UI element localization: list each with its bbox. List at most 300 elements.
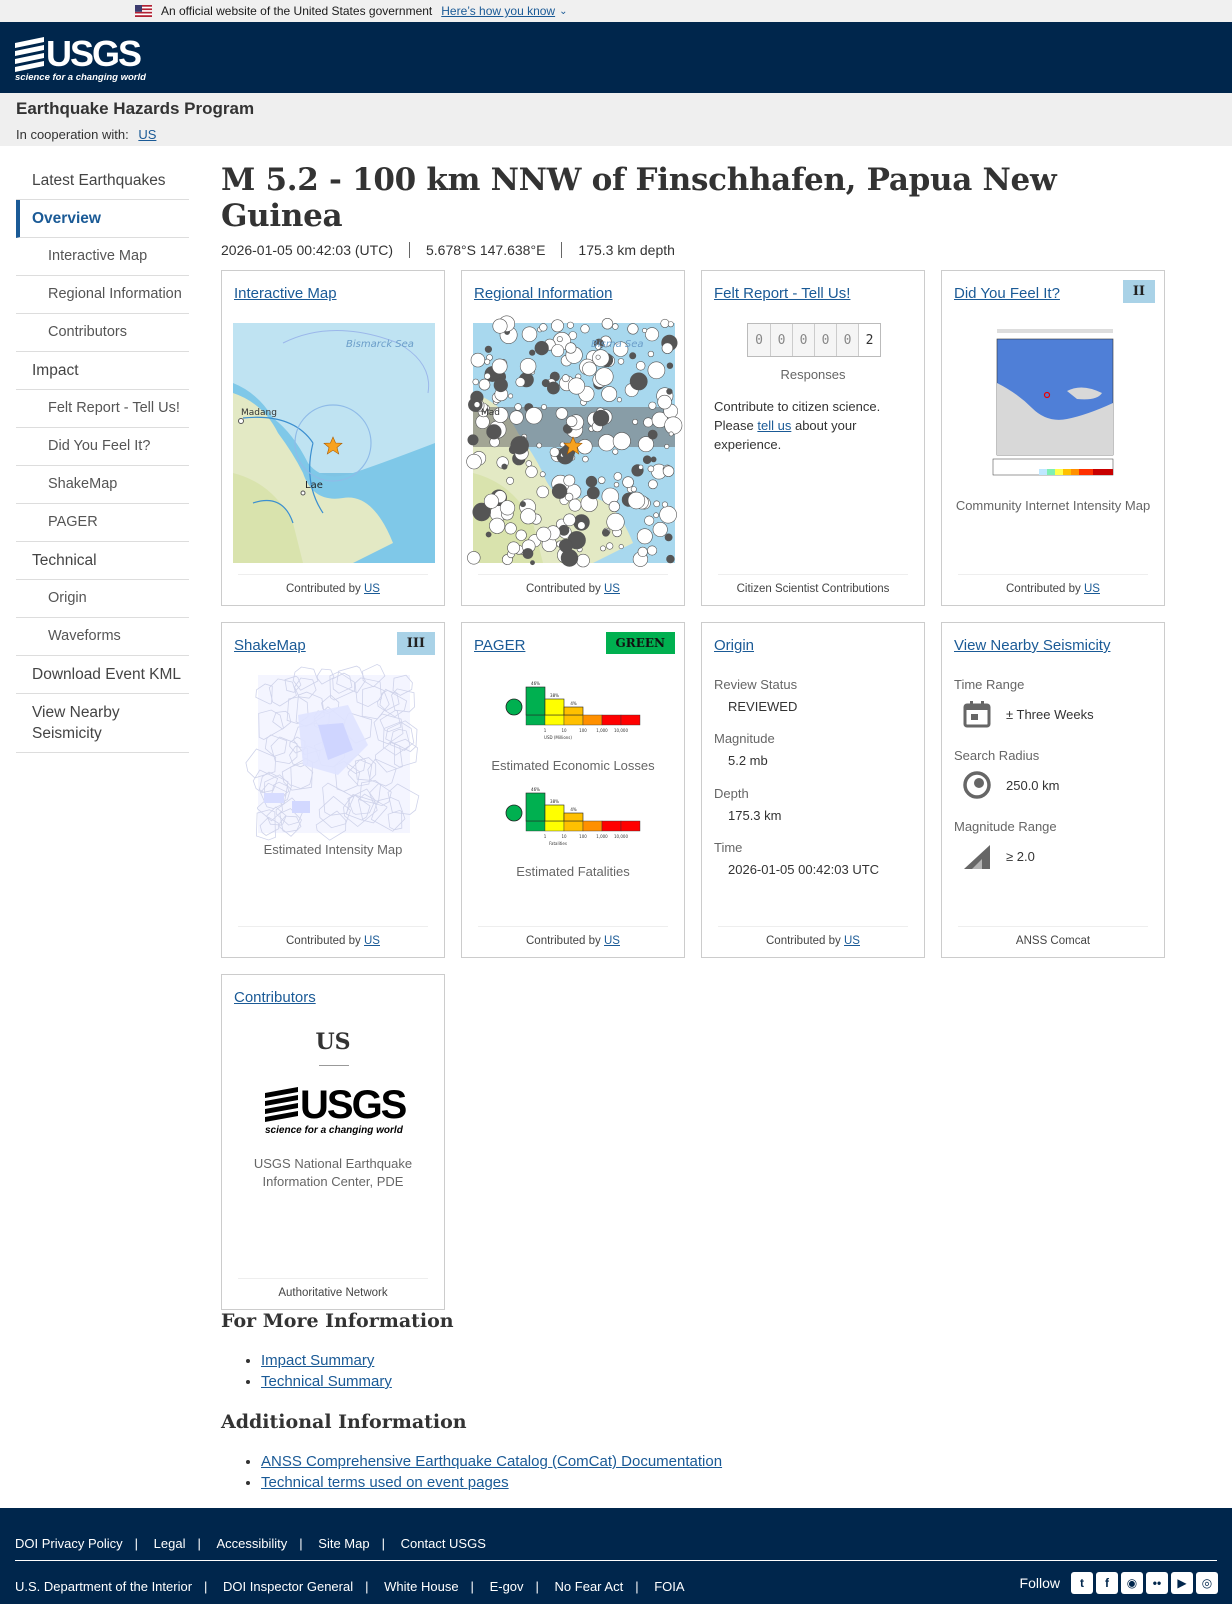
- seismicity-circle: [638, 547, 648, 557]
- seismicity-circle: [583, 456, 589, 462]
- counter-digit: 2: [858, 324, 880, 356]
- contributed-by-label: Contributed by: [1006, 583, 1081, 595]
- seismicity-circle: [566, 343, 577, 354]
- pager-unit-label: USD (Millions): [544, 735, 572, 740]
- page-title: M 5.2 - 100 km NNW of Finschhafen, Papua New Guinea: [221, 162, 1057, 234]
- event-depth: 175.3 km depth: [561, 242, 691, 258]
- sidebar-item-waveforms[interactable]: Waveforms: [16, 618, 189, 656]
- sidebar-item-latest-earthquakes[interactable]: Latest Earthquakes: [16, 162, 189, 200]
- seismicity-circle: [618, 359, 624, 365]
- cooperation-line: [16, 127, 1216, 142]
- felt-report-link[interactable]: Felt Report - Tell Us!: [714, 285, 851, 302]
- seismicity-circle: [593, 410, 609, 426]
- seismicity-circle: [648, 362, 665, 379]
- pager-tick-label: 1: [543, 834, 547, 839]
- contributor-link[interactable]: US: [1084, 583, 1100, 595]
- sidebar-item-regional-information[interactable]: Regional Information: [16, 276, 189, 314]
- more-info-list: [261, 1350, 1181, 1392]
- pager-bar: [545, 699, 564, 715]
- seismicity-circle: [633, 419, 638, 424]
- contributed-by-label: Contributed by: [526, 583, 601, 595]
- pager-scale-segment: [564, 821, 583, 831]
- card-footer: [718, 926, 908, 947]
- map-label-madang: Madang: [241, 408, 277, 418]
- shakemap-intensity-badge: III: [397, 632, 435, 655]
- seismicity-circle: [522, 327, 537, 342]
- card-pager[interactable]: [461, 622, 685, 958]
- seismicity-circle: [613, 449, 618, 454]
- pager-scale-segment: [526, 821, 545, 831]
- pager-tick-label: 100: [579, 728, 587, 733]
- footer-link-white-house[interactable]: White House: [384, 1579, 459, 1594]
- additional-info-list: [261, 1451, 1181, 1493]
- sidebar-nav: [16, 162, 189, 753]
- seismicity-circle: [660, 506, 677, 523]
- seismicity-circle: [667, 363, 673, 369]
- seismicity-circle: [484, 494, 498, 508]
- sidebar-item-shakemap[interactable]: ShakeMap: [16, 466, 189, 504]
- program-title: Earthquake Hazards Program: [16, 99, 255, 118]
- logo-wordmark: USGS: [46, 32, 141, 74]
- sidebar-item-origin[interactable]: Origin: [16, 580, 189, 618]
- footer-link-egov[interactable]: E-gov: [489, 1579, 524, 1594]
- social-follow: [1020, 1572, 1218, 1594]
- chevron-down-icon[interactable]: ⌄: [559, 5, 568, 17]
- seismicity-circle: [598, 434, 615, 451]
- program-bar: [0, 93, 1232, 146]
- seismicity-circle: [559, 539, 572, 552]
- sidebar-item-nearby-seismicity[interactable]: View Nearby Seismicity: [16, 694, 189, 753]
- seismicity-circle: [617, 398, 621, 402]
- seismicity-circle: [526, 466, 538, 478]
- footer-link-inspector-general[interactable]: DOI Inspector General: [223, 1579, 354, 1594]
- time-range-row: [962, 699, 1094, 729]
- impact-summary-link[interactable]: Impact Summary: [261, 1352, 375, 1369]
- seismicity-circle: [541, 404, 546, 409]
- footer-link-privacy[interactable]: DOI Privacy Policy: [15, 1536, 123, 1551]
- map-label-lae: Lae: [305, 480, 323, 491]
- pager-bar-label: 46%: [531, 681, 540, 686]
- pager-scale-segment: [564, 715, 583, 725]
- seismicity-circle: [614, 482, 619, 487]
- seismicity-circle: [492, 359, 507, 374]
- seismicity-circle: [537, 443, 542, 448]
- seismicity-circle: [516, 378, 525, 387]
- pager-scale-segment: [621, 821, 640, 831]
- seismicity-circle: [508, 542, 520, 554]
- pager-scale-segment: [583, 821, 602, 831]
- pager-alert-badge: GREEN: [606, 632, 675, 654]
- seismicity-circle: [516, 530, 527, 541]
- seismicity-circle: [521, 509, 536, 524]
- pager-bar-label: 4%: [570, 701, 577, 706]
- card-regional-information[interactable]: [461, 270, 685, 606]
- depth-value: 175.3 km: [728, 808, 782, 823]
- magnitude-wedge-icon: [962, 841, 992, 871]
- seismicity-circle: [609, 501, 620, 512]
- seismicity-circle: [494, 378, 508, 392]
- pager-link[interactable]: PAGER: [474, 637, 526, 654]
- seismicity-circle: [653, 522, 667, 536]
- youtube-icon[interactable]: ▶: [1171, 1572, 1193, 1594]
- seismicity-circle: [645, 516, 654, 525]
- time-range-value: ± Three Weeks: [1006, 706, 1094, 722]
- seismicity-circle: [486, 532, 491, 537]
- seismicity-circle: [619, 544, 623, 548]
- magnitude-range-row: [962, 841, 1035, 871]
- card-footer: [478, 926, 668, 947]
- contributor-name: USGS National Earthquake Information Center, PDE: [253, 1156, 413, 1189]
- seismicity-circle: [628, 492, 645, 509]
- pager-bar: [564, 707, 583, 715]
- search-radius-row: [962, 770, 1059, 800]
- seismicity-circle: [479, 379, 490, 390]
- contributor-link[interactable]: US: [604, 583, 620, 595]
- comcat-docs-link[interactable]: ANSS Comprehensive Earthquake Catalog (ComCat) Documentation: [261, 1453, 723, 1470]
- seismicity-circle: [665, 417, 682, 434]
- seismicity-circle: [487, 425, 502, 440]
- sidebar-item-overview[interactable]: Overview: [16, 200, 189, 238]
- sidebar-item-download-kml[interactable]: Download Event KML: [16, 656, 189, 694]
- seismicity-circle: [577, 554, 590, 567]
- card-dyfi[interactable]: [941, 270, 1165, 606]
- coop-link[interactable]: US: [138, 127, 157, 142]
- seismicity-circle: [628, 324, 639, 335]
- seismicity-circle: [564, 514, 576, 526]
- regional-information-link[interactable]: Regional Information: [474, 285, 613, 302]
- facebook-icon[interactable]: f: [1096, 1572, 1118, 1594]
- seismicity-circle: [564, 475, 575, 486]
- usgs-logo-dark: [264, 1083, 404, 1135]
- review-status-value: REVIEWED: [728, 699, 798, 714]
- search-radius-value: 250.0 km: [1006, 777, 1060, 793]
- seismicity-circle: [595, 368, 613, 386]
- seismicity-circle: [485, 359, 490, 364]
- seismicity-circle: [510, 411, 524, 425]
- seismicity-circle: [654, 513, 659, 518]
- contributed-by-label: Contributed by: [286, 583, 361, 595]
- seismicity-circle: [602, 318, 613, 329]
- sidebar-item-dyfi[interactable]: Did You Feel It?: [16, 428, 189, 466]
- seismicity-circle: [578, 439, 593, 454]
- time-label: Time: [714, 840, 743, 855]
- seismicity-circle: [612, 324, 618, 330]
- seismicity-circle: [662, 343, 673, 354]
- pager-tick-label: 1,000: [596, 834, 608, 839]
- pager-tick-label: 1,000: [596, 728, 608, 733]
- card-footer: Authoritative Network: [238, 1278, 428, 1299]
- card-footer: Citizen Scientist Contributions: [718, 574, 908, 595]
- seismicity-circle: [529, 350, 535, 356]
- twitter-icon[interactable]: t: [1071, 1572, 1093, 1594]
- instagram-icon[interactable]: ◎: [1196, 1572, 1218, 1594]
- usgs-logo[interactable]: [14, 32, 146, 83]
- magnitude-range-label: Magnitude Range: [954, 819, 1057, 834]
- seismicity-circle: [639, 465, 643, 469]
- seismicity-circle: [507, 477, 514, 484]
- footer-link-contact[interactable]: Contact USGS: [400, 1536, 486, 1551]
- interactive-map-thumbnail[interactable]: [233, 323, 435, 563]
- gov-banner: [0, 0, 1232, 22]
- contributor-link[interactable]: US: [364, 935, 380, 947]
- seismicity-circle: [562, 375, 569, 382]
- seismicity-circle: [500, 501, 515, 516]
- contributor-link[interactable]: US: [844, 935, 860, 947]
- seismicity-circle: [540, 324, 548, 332]
- seismicity-circle: [468, 435, 478, 445]
- seismicity-circle: [662, 502, 667, 507]
- dyfi-caption: Community Internet Intensity Map: [955, 498, 1151, 513]
- counter-digit: 0: [814, 324, 836, 356]
- contributed-by-label: Contributed by: [286, 935, 361, 947]
- pager-scale-segment: [526, 715, 545, 725]
- follow-label: Follow: [1019, 1575, 1060, 1591]
- pager-econ-caption: Estimated Economic Losses: [491, 758, 655, 773]
- pager-bar: [564, 813, 583, 821]
- felt-text-after: about your experience.: [714, 418, 857, 452]
- seismicity-circle: [669, 432, 673, 436]
- review-status-label: Review Status: [714, 677, 798, 692]
- seismicity-circle: [581, 325, 590, 334]
- seismicity-circle: [552, 484, 567, 499]
- footer-links-primary: DOI Privacy Policy | Legal | Accessibility | Site Map | Contact USGS: [15, 1536, 486, 1551]
- seismicity-circle: [667, 555, 675, 563]
- seismicity-circle: [613, 432, 630, 449]
- seismicity-circle: [649, 402, 656, 409]
- interactive-map-link[interactable]: Interactive Map: [234, 285, 337, 302]
- regional-map-thumbnail[interactable]: [473, 323, 675, 563]
- seismicity-circle: [614, 473, 622, 481]
- pager-scale-segment: [602, 715, 621, 725]
- felt-report-text: [714, 397, 904, 454]
- felt-text-before: Contribute to citizen science. Please: [714, 399, 881, 433]
- dyfi-link[interactable]: Did You Feel It?: [954, 285, 1060, 302]
- origin-link[interactable]: Origin: [714, 637, 755, 654]
- sidebar-item-pager[interactable]: PAGER: [16, 504, 189, 542]
- contrib-logo-tagline: science for a changing world: [265, 1125, 403, 1136]
- dyfi-map-thumbnail[interactable]: [987, 323, 1123, 483]
- technical-summary-link[interactable]: Technical Summary: [261, 1373, 392, 1390]
- pager-economic-histogram[interactable]: [506, 681, 642, 743]
- event-time: 2026-01-05 00:42:03 (UTC): [221, 242, 393, 258]
- magnitude-value: 5.2 mb: [728, 753, 768, 768]
- footer-link-site-map[interactable]: Site Map: [318, 1536, 370, 1551]
- seismicity-circle: [537, 486, 549, 498]
- seismicity-circle: [630, 353, 636, 359]
- pager-tick-label: 10,000: [614, 834, 628, 839]
- pager-bar-label: 38%: [550, 799, 559, 804]
- seismicity-circle: [648, 351, 654, 357]
- seismicity-circle: [630, 373, 647, 390]
- github-icon[interactable]: ◉: [1121, 1572, 1143, 1594]
- time-value: 2026-01-05 00:42:03 UTC: [728, 862, 880, 877]
- divider: [319, 1065, 349, 1066]
- seismicity-circle: [557, 336, 562, 341]
- contributors-link[interactable]: Contributors: [234, 989, 316, 1006]
- pager-unit-label: Fatalities: [549, 841, 567, 846]
- pager-fatal-caption: Estimated Fatalities: [516, 864, 630, 879]
- sidebar-item-interactive-map[interactable]: Interactive Map: [16, 238, 189, 276]
- seismicity-circle: [566, 416, 577, 427]
- summary-cards: [221, 270, 1181, 1310]
- seismicity-circle: [643, 456, 651, 464]
- seismicity-circle: [636, 361, 645, 370]
- seismicity-circle: [467, 454, 482, 469]
- pager-scale-segment: [545, 821, 564, 831]
- seismicity-circle: [502, 464, 507, 469]
- pager-bar: [545, 805, 564, 821]
- contrib-logo-wordmark: USGS: [300, 1083, 406, 1127]
- seismicity-circle: [667, 389, 673, 395]
- pager-scale-segment: [583, 715, 602, 725]
- seismicity-circle: [552, 345, 564, 357]
- seismicity-circle: [520, 358, 536, 374]
- magnitude-label: Magnitude: [714, 731, 775, 746]
- technical-terms-link[interactable]: Technical terms used on event pages: [261, 1474, 509, 1491]
- card-interactive-map[interactable]: [221, 270, 445, 606]
- seismicity-circle: [586, 476, 597, 487]
- pager-alert-circle: [506, 699, 522, 715]
- seismicity-circle: [648, 480, 657, 489]
- depth-label: Depth: [714, 786, 749, 801]
- footer-link-no-fear[interactable]: No Fear Act: [554, 1579, 624, 1594]
- additional-info-heading: Additional Information: [221, 1411, 467, 1433]
- seismicity-circle: [567, 322, 573, 328]
- footer-link-doi[interactable]: U.S. Department of the Interior: [15, 1579, 193, 1594]
- seismicity-circle: [661, 319, 669, 327]
- coop-label: In cooperation with:: [16, 127, 129, 142]
- radius-icon: [962, 770, 992, 800]
- card-origin[interactable]: [701, 622, 925, 958]
- seismicity-circle: [648, 466, 654, 472]
- us-flag-icon: [135, 5, 152, 17]
- seismicity-circle: [474, 402, 480, 408]
- responses-label: Responses: [780, 367, 846, 382]
- event-location: 5.678°S 147.638°E: [409, 242, 561, 258]
- seismicity-circle: [523, 548, 533, 558]
- seismicity-circle: [505, 523, 516, 534]
- site-footer: [0, 1508, 1232, 1604]
- sidebar-item-technical[interactable]: Technical: [16, 542, 189, 580]
- counter-digit: 0: [792, 324, 814, 356]
- card-footer: [238, 926, 428, 947]
- how-you-know-link[interactable]: Here’s how you know: [441, 4, 556, 18]
- footer-link-legal[interactable]: Legal: [153, 1536, 186, 1551]
- shakemap-caption: Estimated Intensity Map: [263, 842, 403, 857]
- seismicity-circle: [607, 513, 625, 531]
- seismicity-circle: [473, 379, 479, 385]
- gov-banner-text: An official website of the United States government: [161, 4, 433, 18]
- seismicity-circle: [631, 487, 636, 492]
- search-radius-label: Search Radius: [954, 748, 1040, 763]
- footer-link-foia[interactable]: FOIA: [654, 1579, 685, 1594]
- seismicity-circle: [665, 444, 669, 448]
- seismicity-circle: [511, 436, 529, 454]
- contributor-link[interactable]: US: [604, 935, 620, 947]
- seismicity-circle: [550, 448, 559, 457]
- seismicity-circle: [598, 477, 605, 484]
- pager-scale-segment: [545, 715, 564, 725]
- seismicity-circle: [651, 457, 656, 462]
- regional-label-sea: Bisma Sea: [591, 339, 644, 350]
- seismicity-circle: [637, 529, 652, 544]
- pager-bar-label: 38%: [550, 693, 559, 698]
- more-info-heading: For More Information: [221, 1310, 454, 1332]
- pager-tick-label: 10,000: [614, 728, 628, 733]
- contributed-by-label: Contributed by: [766, 935, 841, 947]
- time-range-label: Time Range: [954, 677, 1025, 692]
- contributed-by-label: Contributed by: [526, 935, 601, 947]
- counter-digit: 0: [770, 324, 792, 356]
- card-felt-report[interactable]: [701, 270, 925, 606]
- seismicity-circle: [568, 378, 584, 394]
- sidebar-item-impact[interactable]: Impact: [16, 352, 189, 390]
- pager-bar-label: 46%: [531, 787, 540, 792]
- seismicity-circle: [526, 461, 532, 467]
- pager-fatalities-histogram[interactable]: [506, 787, 642, 849]
- seismicity-circle: [587, 487, 599, 499]
- seismicity-circle: [526, 407, 543, 424]
- dyfi-intensity-badge: II: [1123, 280, 1155, 303]
- seismicity-circle: [493, 319, 507, 333]
- shakemap-link[interactable]: ShakeMap: [234, 637, 306, 654]
- seismicity-circle: [551, 320, 563, 332]
- seismicity-circle: [663, 466, 674, 477]
- card-nearby-seismicity[interactable]: [941, 622, 1165, 958]
- seismicity-circle: [623, 477, 634, 488]
- map-label-sea: Bismarck Sea: [346, 339, 414, 350]
- seismicity-circle: [654, 501, 660, 507]
- seismicity-circle: [606, 543, 613, 550]
- pager-scale-segment: [621, 715, 640, 725]
- pager-alert-circle: [506, 805, 522, 821]
- pager-tick-label: 10: [561, 834, 567, 839]
- pager-tick-label: 100: [579, 834, 587, 839]
- seismicity-circle: [647, 546, 656, 555]
- seismicity-circle: [602, 529, 609, 536]
- site-header: [0, 22, 1232, 93]
- tell-us-link[interactable]: tell us: [757, 418, 792, 433]
- seismicity-circle: [556, 408, 568, 420]
- seismicity-circle: [658, 395, 672, 409]
- seismicity-circle: [665, 534, 672, 541]
- nearby-seismicity-link[interactable]: View Nearby Seismicity: [954, 637, 1111, 654]
- footer-link-accessibility[interactable]: Accessibility: [216, 1536, 288, 1551]
- contributor-link[interactable]: US: [364, 583, 380, 595]
- pager-bar: [526, 793, 545, 821]
- card-footer: [238, 574, 428, 595]
- flickr-icon[interactable]: ••: [1146, 1572, 1168, 1594]
- seismicity-circle: [530, 561, 534, 565]
- seismicity-circle: [540, 472, 545, 477]
- pager-scale-segment: [602, 821, 621, 831]
- event-meta: [221, 242, 1181, 258]
- seismicity-circle: [471, 353, 485, 367]
- pager-bar: [526, 687, 545, 715]
- seismicity-circle: [508, 394, 512, 398]
- shakemap-thumbnail[interactable]: [258, 675, 410, 833]
- seismicity-circle: [642, 328, 646, 332]
- seismicity-circle: [648, 430, 657, 439]
- seismicity-circle: [578, 522, 586, 530]
- sidebar-item-contributors[interactable]: Contributors: [16, 314, 189, 352]
- sidebar-item-felt-report[interactable]: Felt Report - Tell Us!: [16, 390, 189, 428]
- pager-tick-label: 1: [543, 728, 547, 733]
- card-shakemap[interactable]: [221, 622, 445, 958]
- seismicity-circle: [547, 382, 559, 394]
- seismicity-circle: [467, 551, 480, 564]
- card-contributors[interactable]: [221, 974, 445, 1310]
